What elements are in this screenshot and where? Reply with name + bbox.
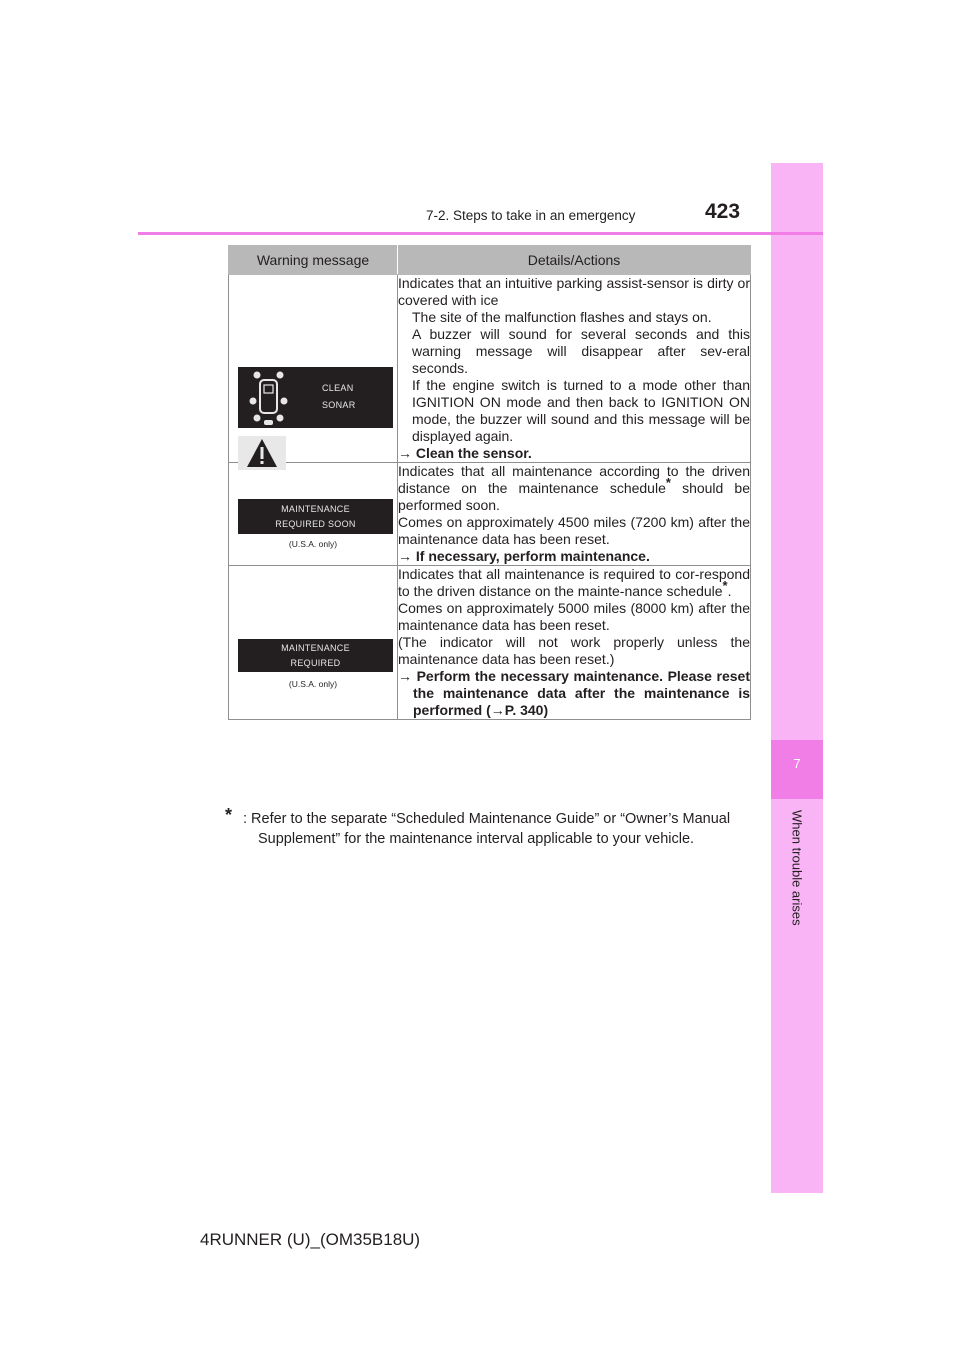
display-line-1: MAINTENANCE — [281, 504, 350, 514]
chapter-number: 7 — [793, 756, 801, 771]
footnote-star: * — [225, 805, 233, 825]
page-reference-link[interactable]: P. 340 — [504, 702, 544, 718]
table-row-maintenance-required — [229, 566, 751, 720]
display-line-2: REQUIRED — [290, 658, 341, 668]
table-row-maintenance-soon — [229, 463, 751, 566]
action-text: → Perform the necessary maintenance. Please reset the maintenance data after the maintenance is performed (→P. 340) — [398, 668, 751, 718]
warning-message-cell — [229, 566, 398, 720]
details-actions-cell — [398, 566, 751, 720]
chapter-side-tab — [771, 163, 823, 1193]
header-rule — [138, 232, 823, 235]
warning-message-cell — [229, 463, 398, 566]
maintenance-required-display — [238, 639, 393, 672]
arrow-icon: → — [490, 702, 505, 718]
arrow-icon: → — [398, 445, 412, 461]
display-line-2: SONAR — [322, 400, 356, 410]
column-header-warning-message: Warning message — [229, 246, 398, 275]
maintenance-required-soon-display — [238, 499, 393, 534]
details-item: The site of the malfunction flashes and stays on. — [412, 309, 712, 325]
details-item: Comes on approximately 4500 miles (7200 km) after the maintenance data has been reset. — [398, 514, 750, 547]
sonar-sensor-icon — [238, 367, 298, 428]
model-code: 4RUNNER (U)_(OM35B18U) — [200, 1230, 421, 1249]
action-text: → If necessary, perform maintenance. — [398, 548, 650, 564]
details-item: A buzzer will sound for several seconds and this warning message will disappear after sev-eral seconds. — [412, 326, 750, 376]
details-intro: Indicates that an intuitive parking assist-sensor is dirty or covered with ice — [398, 275, 750, 308]
page-number: 423 — [705, 200, 741, 223]
details-item: Comes on approximately 5000 miles (8000 km) after the maintenance data has been reset. — [398, 600, 750, 633]
clean-sonar-display — [238, 367, 393, 428]
display-line-1: CLEAN — [322, 383, 354, 393]
column-header-details-actions: Details/Actions — [398, 246, 751, 275]
arrow-icon: → — [398, 548, 412, 564]
chapter-title: When trouble arises — [789, 810, 805, 926]
details-intro: Indicates that all maintenance according to the driven distance on the maintenance schedule* should be performed soon. — [398, 463, 751, 513]
details-actions-cell — [398, 463, 751, 566]
details-item: If the engine switch is turned to a mode other than IGNITION ON mode and then back to IGNITION ON mode, the buzzer will sound and this message will be displayed again. — [412, 377, 750, 444]
table-header-row — [229, 246, 751, 275]
footnote-marker: * — [722, 578, 728, 593]
display-line-2: REQUIRED SOON — [275, 519, 356, 529]
table-row-clean-sonar — [229, 275, 751, 463]
region-caption: (U.S.A. only) — [288, 539, 338, 549]
display-line-1: MAINTENANCE — [281, 643, 350, 653]
footnote-text: : Refer to the separate “Scheduled Maintenance Guide” or “Owner’s Manual Supplement” for the maintenance interval applicable to your vehicle. — [243, 811, 731, 847]
action-text: → Clean the sensor. — [398, 445, 532, 461]
arrow-icon: → — [398, 668, 412, 684]
warning-message-cell — [229, 275, 398, 463]
details-item: (The indicator will not work properly unless the maintenance data has been reset.) — [398, 634, 750, 667]
section-title: 7-2. Steps to take in an emergency — [426, 208, 636, 223]
footnote-marker: * — [665, 475, 671, 490]
details-actions-cell — [398, 275, 751, 463]
warning-message-table — [228, 245, 751, 720]
details-intro: Indicates that all maintenance is required to cor-respond to the driven distance on the mainte-nance schedule*. — [398, 566, 750, 599]
footnote — [225, 805, 750, 849]
region-caption: (U.S.A. only) — [288, 679, 338, 689]
